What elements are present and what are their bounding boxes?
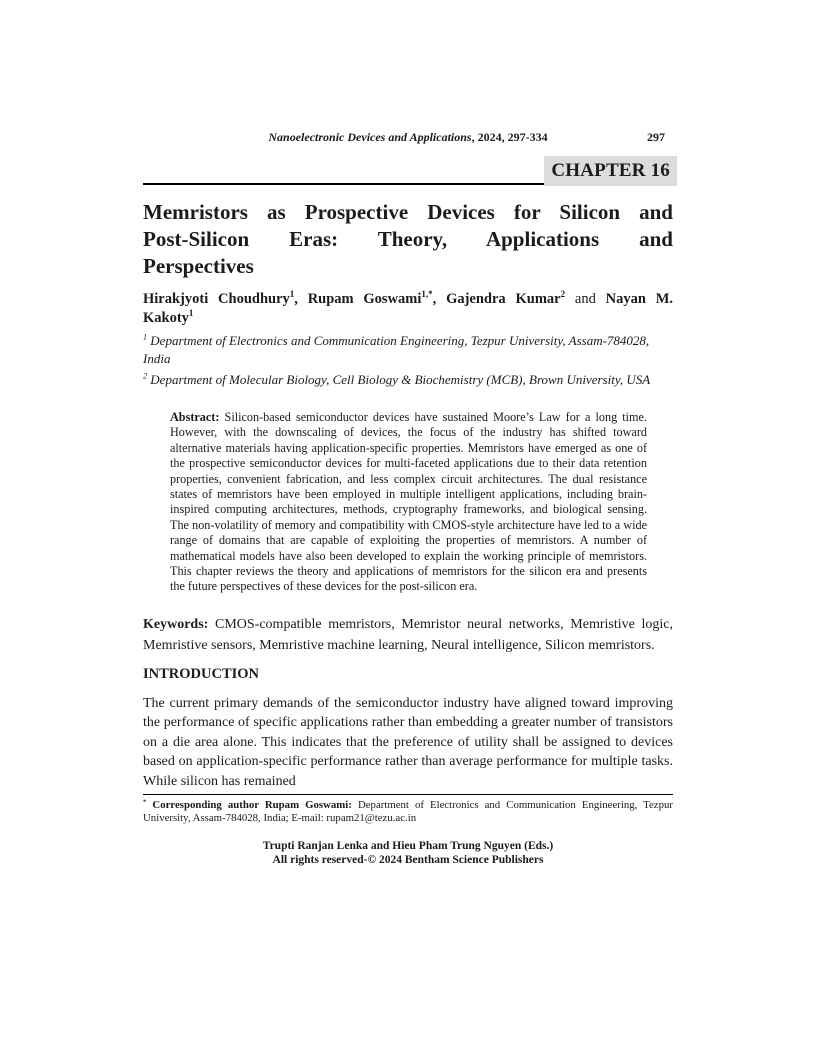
- affiliation-2-sup: 2: [143, 371, 148, 381]
- author-3-affiliation-sup: 2: [560, 289, 566, 300]
- affiliation-2-text: Department of Molecular Biology, Cell Biology & Biochemistry (MCB), Brown University, USA: [150, 372, 651, 387]
- affiliation-2: [143, 371, 673, 389]
- publisher-block: [143, 839, 673, 868]
- text-column: [143, 0, 673, 868]
- footnote-divider: [143, 794, 673, 795]
- footnote-text: Department of Electronics and Communication Engineering, Tezpur University, Assam-784028, India; E-mail:: [143, 798, 673, 825]
- journal-title: Nanoelectronic Devices and Applications: [268, 130, 472, 144]
- author-separator: ,: [432, 291, 447, 307]
- chapter-label: CHAPTER 16: [544, 156, 677, 186]
- chapter-title: [143, 199, 673, 280]
- footnote-asterisk: *: [143, 798, 147, 806]
- title-line-3: Perspectives: [143, 254, 254, 278]
- keywords-label: Keywords:: [143, 616, 209, 632]
- author-4-affiliation-sup: 1: [188, 308, 194, 319]
- footnote-label: Corresponding author Rupam Goswami:: [152, 798, 352, 811]
- section-heading-introduction: INTRODUCTION: [143, 665, 260, 682]
- author-name-3: Gajendra Kumar: [446, 291, 561, 307]
- author-separator: ,: [294, 291, 308, 307]
- author-2-affiliation-sup: 1,*: [421, 289, 433, 300]
- corresponding-author-footnote: [143, 799, 673, 826]
- abstract-label: Abstract:: [170, 410, 220, 424]
- page-number: 297: [647, 130, 665, 144]
- abstract-text: Silicon-based semiconductor devices have sustained Moore’s Law for a long time. However, with the downscaling of devices, the focus of the industry has shifted toward alternative materials having application-specific properties. Memristors have emerged as one of the prospective semiconductor devices for multi-faceted applications due to their data retention properties, convenient fabrication, and less complex circuit architectures. The dual resistance states of memristors have been employed in multiple intelligent applications, including brain-inspired computing architectures, methods, cryptography frameworks, and biological sensing. The non-volatility of memory and compatibility with CMOS-style architecture have led to a wide range of domains that are capable of exploiting the properties of memristors. A number of mathematical models have also been developed to explain the working principle of memristors. This chapter reviews the theory and applications of memristors for the silicon era and presents the future perspectives of these devices for the post-silicon era.: [170, 410, 647, 594]
- email-text: rupam21@tezu.ac.in: [326, 812, 417, 825]
- title-line-1: Memristors as Prospective Devices for Silicon and: [143, 200, 673, 224]
- author-name-2: Rupam Goswami: [307, 291, 422, 307]
- chapter-banner: [143, 157, 673, 185]
- authors-line: [143, 290, 673, 328]
- title-line-2: Post-Silicon Eras: Theory, Applications and: [143, 227, 673, 251]
- author-name-1: Hirakjyoti Choudhury: [143, 291, 290, 307]
- journal-issue-pages: , 2024, 297-334: [471, 130, 548, 144]
- and-word: and: [565, 291, 606, 307]
- keywords-line: [143, 614, 673, 656]
- abstract-block: [143, 410, 673, 595]
- running-header: [143, 130, 673, 144]
- introduction-paragraph: The current primary demands of the semiconductor industry have aligned toward improving the performance of specific applications rather than embedding a greater number of transistors on a die area alone. This indicates that the preference of utility shall be assigned to devices based on application-specific performance rather than average performance for multiple tasks. While silicon has remained: [143, 695, 673, 789]
- rights-line: All rights reserved-© 2024 Bentham Science Publishers: [272, 854, 544, 867]
- author-1-affiliation-sup: 1: [289, 289, 295, 300]
- affiliation-1: [143, 332, 673, 368]
- editors-line: Trupti Ranjan Lenka and Hieu Pham Trung Nguyen (Eds.): [262, 839, 554, 852]
- keywords-text: CMOS-compatible memristors, Memristor neural networks, Memristive logic, Memristive sensors, Memristive machine learning, Neural intelligence, Silicon memristors.: [143, 616, 674, 653]
- affiliation-1-text: Department of Electronics and Communication Engineering, Tezpur University, Assam-784028, India: [143, 333, 650, 366]
- affiliation-1-sup: 1: [143, 332, 148, 342]
- author-name-4: Nayan M. Kakoty: [143, 291, 674, 326]
